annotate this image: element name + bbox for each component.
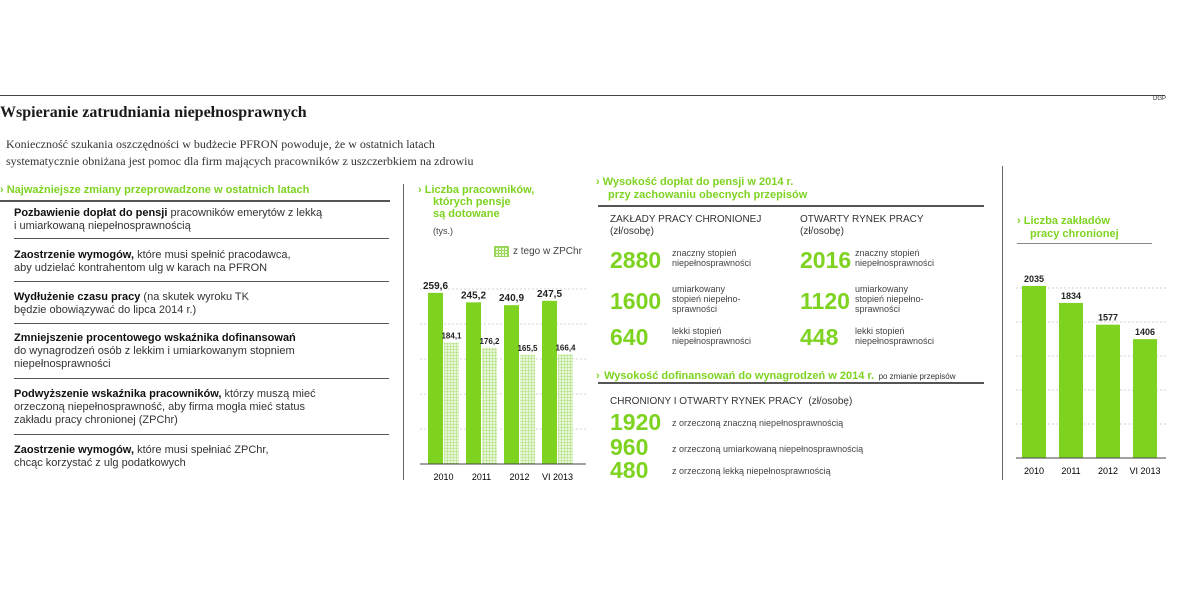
subsidy-label: znaczny stopień niepełnosprawności: [672, 248, 752, 268]
bar: [1022, 286, 1046, 458]
subsidy-label: umiarkowany stopień niepełno- sprawności: [855, 284, 924, 314]
tick-label: 2010: [433, 472, 454, 482]
cofinancing-label: z orzeczoną znaczną niepełnosprawnością: [672, 418, 844, 428]
data-label: 245,2: [460, 290, 487, 302]
open-col-head: OTWARTY RYNEK PRACY: [800, 214, 924, 225]
cofinancing-label: z orzeczoną umiarkowaną niepełnosprawnością: [672, 444, 864, 454]
source-tag: DGP: [1153, 96, 1167, 102]
subsidy-label: umiarkowany stopień niepełno- sprawności: [672, 284, 741, 314]
bar-total: [542, 301, 557, 464]
open-value: 448: [800, 324, 839, 350]
subsidies-heading: › Wysokość dopłat do pensji w 2014 r.: [596, 176, 794, 188]
arrow-icon: ›: [0, 184, 4, 196]
top-rule: [0, 95, 1165, 96]
bar-zpchr: [558, 354, 573, 464]
data-label: 240,9: [498, 293, 525, 305]
arrow-icon: ›: [418, 184, 422, 196]
bar-zpchr: [444, 343, 459, 464]
divider: [14, 378, 389, 379]
zpchr-col-unit: (zł/osobę): [610, 226, 654, 237]
tick-label: 2012: [509, 472, 530, 482]
open-value: 2016: [800, 247, 852, 273]
lead-line-2: systematycznie obniżana jest pomoc dla firm mających pracowników z uszczerbkiem na zdrowiu: [6, 154, 474, 168]
bar-total: [466, 302, 481, 464]
cofinancing-value: 1920: [610, 409, 662, 435]
zpchr-col-head: ZAKŁADY PRACY CHRONIONEJ: [610, 214, 762, 225]
employees-chart-title-3: są dotowane: [433, 208, 500, 220]
subsidy-label: lekki stopień niepełnosprawności: [672, 326, 752, 346]
bar-zpchr: [520, 355, 535, 464]
tick-label: 2010: [1023, 466, 1045, 476]
cofinancing-value: 960: [610, 434, 649, 460]
changes-heading: › Najważniejsze zmiany przeprowadzone w ostatnich latach: [0, 184, 310, 196]
lead-line-1: Konieczność szukania oszczędności w budżecie PFRON powoduje, że w ostatnich latach: [6, 137, 435, 151]
data-label: 184,1: [441, 331, 462, 341]
change-item: Zaostrzenie wymogów, które musi spełnić pracodawca, aby udzielać kontrahentom ulg w karach na PFRON: [14, 249, 291, 274]
legend-swatch: [494, 246, 509, 257]
cofinancing-col-head: CHRONIONY I OTWARTY RYNEK PRACY (zł/osobę): [610, 396, 853, 407]
data-label: 166,4: [555, 343, 576, 353]
zpchr-value: 1600: [610, 288, 662, 314]
data-label: 259,6: [422, 280, 449, 292]
lead-text: [6, 136, 596, 170]
tick-label: 2011: [471, 472, 492, 482]
zpchr-value: 640: [610, 324, 649, 350]
subsidies-heading-2: przy zachowaniu obecnych przepisów: [608, 189, 808, 201]
column-rule: [403, 184, 404, 480]
change-item: Podwyższenie wskaźnika pracowników, którzy muszą mieć orzeczoną niepełnosprawność, aby firma mogła mieć status zakładu pracy chronionej (ZPChr): [14, 388, 316, 426]
bar-total: [428, 293, 443, 464]
data-label: 176,2: [479, 336, 500, 346]
cofinancing-value: 480: [610, 457, 649, 483]
data-label: 1834: [1060, 290, 1082, 301]
zpchr-value: 2880: [610, 247, 662, 273]
employees-chart-title-2: których pensje: [433, 196, 511, 208]
cofinancing-heading: › Wysokość dofinansowań do wynagrodzeń w 2014 r. po zmianie przepisów: [596, 370, 956, 382]
data-label: 2035: [1023, 273, 1045, 284]
change-item: Zaostrzenie wymogów, które musi spełniać ZPChr, chcąc korzystać z ulg podatkowych: [14, 444, 269, 469]
data-label: 165,5: [517, 343, 538, 353]
divider: [14, 238, 389, 239]
cofinancing-rule: [598, 382, 984, 384]
workplaces-chart-title: › Liczba zakładów: [1017, 215, 1110, 227]
employees-chart-unit: (tys.): [433, 226, 453, 236]
change-item: Pozbawienie dopłat do pensji pracowników emerytów z lekką i umiarkowaną niepełnosprawnością: [14, 207, 323, 232]
subsidies-rule: [598, 205, 984, 207]
change-item: Zmniejszenie procentowego wskaźnika dofinansowań do wynagrodzeń osób z lekkim i umiarkowanym stopniem niepełnosprawności: [14, 332, 296, 370]
tick-label: VI 2013: [1129, 466, 1161, 476]
data-label: 1406: [1134, 327, 1156, 338]
tick-label: 2011: [1061, 466, 1081, 476]
bar-total: [504, 305, 519, 464]
change-item: Wydłużenie czasu pracy (na skutek wyroku TK będzie obowiązywać do lipca 2014 r.): [14, 291, 249, 316]
arrow-icon: ›: [1017, 215, 1021, 227]
bar: [1096, 325, 1120, 458]
bar: [1133, 339, 1157, 458]
tick-label: 2012: [1097, 466, 1119, 476]
bar-zpchr: [482, 348, 497, 464]
subsidy-label: znaczny stopień niepełnosprawności: [855, 248, 935, 268]
workplaces-chart-title-2: pracy chronionej: [1030, 228, 1119, 240]
subsidy-label: lekki stopień niepełnosprawności: [855, 326, 935, 346]
data-label: 247,5: [536, 288, 563, 300]
tick-label: VI 2013: [541, 472, 574, 482]
arrow-icon: ›: [596, 370, 600, 382]
open-value: 1120: [800, 288, 850, 314]
open-col-unit: (zł/osobę): [800, 226, 844, 237]
workplaces-title-rule: [1017, 243, 1152, 244]
divider: [14, 434, 389, 435]
employees-chart: [420, 262, 590, 484]
arrow-icon: ›: [596, 176, 600, 188]
cofinancing-label: z orzeczoną lekką niepełnosprawnością: [672, 466, 831, 476]
legend-label: z tego w ZPChr: [513, 245, 582, 257]
page-title: Wspieranie zatrudniania niepełnosprawnych: [0, 104, 307, 121]
divider: [14, 323, 389, 324]
data-label: 1577: [1097, 312, 1119, 323]
employees-chart-title: › Liczba pracowników,: [418, 184, 535, 196]
workplaces-chart: [1016, 266, 1176, 480]
bar: [1059, 303, 1083, 458]
divider: [14, 281, 389, 282]
changes-heading-rule: [0, 200, 390, 202]
column-rule: [1002, 166, 1003, 480]
employees-legend: [494, 246, 582, 257]
